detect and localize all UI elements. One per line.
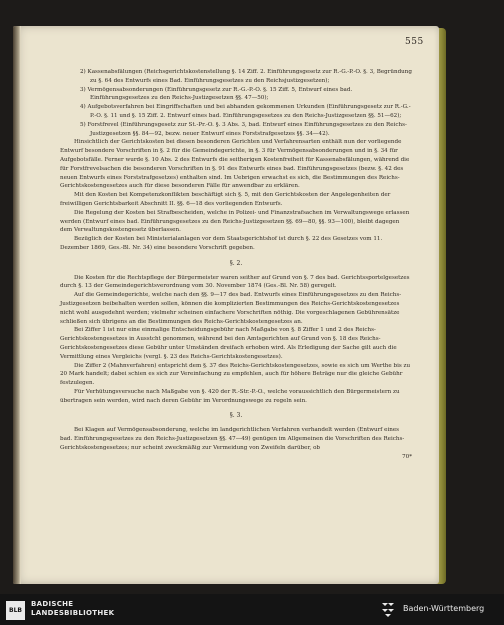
- baden-wuerttemberg-emblem-icon[interactable]: [379, 600, 397, 619]
- paragraph: Die Kosten für die Rechtspflege der Bürgermeister waren seither auf Grund von §. 7 des bad. Gerichtssportelgesetzes durch §. 13 der Gemeindegerichtsverordnung vom 30. November 1874 (Ges.-Bl. Nr. 58) geregelt.: [60, 274, 410, 290]
- paragraph: 5) Forstfrevel (Einführungsgesetz zur St.-Pr.-O. §. 3 Abs. 3, bad. Entwurf eines Einführungsgesetzes zu den Reichs-Justizgesetzen §§. 84—92, bezw. neuer Entwurf eines Forststrafgesetzes §§. 34—42).: [80, 121, 407, 137]
- paragraph: 3) Vermögensabsonderungen (Einführungsgesetz zur R.-G.-P.-O. §. 15 Ziff. 5, Entwurf eines bad. Einführungsgesetzes zu den Reichs-Justizgesetzen §§. 47—50);: [80, 86, 353, 102]
- paragraph: §. 3.: [229, 412, 243, 420]
- paragraph: 4) Aufgebotsverfahren bei Eingriffschaften und bei abhanden gekommenen Urkunden (Einführungsgesetz zur R.-G.-P.-O. §. 11 und §. 15 Ziff. 2. Entwurf eines bad. Einführungsgesetzes zu den Reichs-Justizgesetzen §§. 51—62);: [80, 104, 411, 119]
- paragraph: Die Regelung der Kosten bei Strafbescheiden, welche in Polizei- und Finanzstrafsachen im Verwaltungswege erlassen werden (Entwurf eines bad. Einführungsgesetzes zu den Reichs-Justizgesetzen §§. 69—80, §§. 93—100), bleibt dagegen dem Verwaltungskostengesetz überlassen.: [60, 209, 410, 234]
- page-binding-shadow: [13, 26, 21, 584]
- page-text: [60, 68, 412, 461]
- paragraph: Mit den Kosten bei Kompetenzkonflikten beschäftigt sich §. 5, mit den Gerichtskosten der Angelegenheiten der freiwilligen Gerichtsbarkeit Abschnitt II. §§. 6—18 des vorliegenden Entwurfs.: [60, 192, 391, 207]
- page-number: 555: [405, 37, 424, 47]
- paragraph: Bezüglich der Kosten bei Ministerialanlagen vor dem Staatsgerichtshof ist durch §. 22 des Gesetzes vom 11. Dezember 1869, Ges.-Bl. Nr. 34) eine besondere Vorschrift gegeben.: [60, 236, 383, 251]
- paragraph: Hinsichtlich der Gerichtskosten bei diesen besonderen Gerichten und Verfahrensarten enthält nun der vorliegende Entwurf besondere Vorschriften in §. 2 für die Gemeindegerichte, in §. 3 für Vermögensabsonderungen und in §. 34 für Aufgebotsfälle. Ferner wurde §. 10 Abs. 2 des Entwurfs die seitherigen Kostenfreiheit für Kassenabsfälungen, während die für Forstfrevelsachen die besonderen Vorschriften in §. 91 des Entwurfs eines bad. Einführungsgesetzes (bezw. §. 42 des neuen Entwurfs eines Forststrafgesetzes) enthalten sind. Im Uebrigen erwachst es sich, die Bestimmungen des Reichs-Gerichtskostengesetzes auch für diese besonderen Fälle für anwendbar zu erklären.: [60, 139, 410, 190]
- paragraph: Die Ziffer 2 (Mahnverfahren) entspricht dem §. 37 des Reichs-Gerichtskostengesetzes, sowie es sich um Werthe bis zu 20 Mark handelt; dabei schien es sich zur Vereinfachung zu empfehlen, auch für höhere Beträge nur die gleiche Gebühr festzulegen.: [60, 362, 411, 387]
- paragraph: Bei Klagen auf Vermögensabsonderung, welche im landgerichtlichen Verfahren verhandelt werden (Entwurf eines bad. Einführungsgesetzes zu den Reichs-Justizgesetzen §§. 47—49) genügen im Allgemeinen die Vorschriften des Reichs-Gerichtskostengesetzes; nur scheint zweckmäßig zur Vermeidung von Zweifeln darüber, ob: [60, 427, 405, 451]
- paragraph: §. 2.: [229, 259, 243, 267]
- paragraph: Bei Ziffer 1 ist nur eine einmalige Entscheidungsgebühr nach Maßgabe von §. 8 Ziffer 1 und 2 des Reichs-Gerichtskostengesetzes in Ausstcht genommen, während bei den Amtsgerichten auf Grund von §. 18 des Reichs-Gerichtskostengesetzes diese Gebühr unter Umständen dreifach erhoben wird. Als Erledigung der Sache gilt auch die Vermittlung eines Vergleichs (vergl. §. 23 des Reichs-Gerichtskostengesetzes).: [60, 327, 397, 360]
- blb-name-line2: LANDESBIBLIOTHEK: [31, 609, 115, 617]
- paragraph: 70*: [402, 453, 412, 460]
- paragraph: Auf die Gemeindegerichte, welche nach den §§. 9—17 des bad. Entwurfs eines Einführungsgesetzes zu den Reichs-Justizgesetzen beibehalten werden sollen, können die komplizierten Bestimmungen des Reichs-Gerichtskostengesetzes nicht wohl ausgedehnt werden; vielmehr scheinen einfachere Vorschriften nöthig. Die vorgeschlagenen Gebührensätze schließen sich übrigens an die Bestimmungen des Reichs-Gerichtskostengesetzes an.: [60, 292, 402, 325]
- blb-name[interactable]: [31, 600, 114, 618]
- blb-name-line1: BADISCHE: [31, 600, 74, 608]
- paragraph: 2) Kassenabsfälungen (Reichsgerichtskostenstellung §. 14 Ziff. 2. Einführungsgesetz zur R.-G.-P.-O. §. 3, Begründung zu §. 64 des Entwurfs eines Bad. Einführungsgesetzes zu den Reichsjustizgesetzen);: [80, 69, 412, 84]
- blb-logo[interactable]: BLB: [6, 601, 25, 620]
- paragraph: Für Verhütungsversuche nach Maßgabe von §. 420 der R.-Str.-P.-O., welche voraussichtlich den Bürgermeistern zu übertragen sein werden, wird nach deren Gebühr im Verordnungswege zu regeln sein.: [60, 388, 400, 404]
- book-page: [13, 26, 439, 584]
- baden-wuerttemberg-name[interactable]: Baden-Württemberg: [403, 604, 485, 613]
